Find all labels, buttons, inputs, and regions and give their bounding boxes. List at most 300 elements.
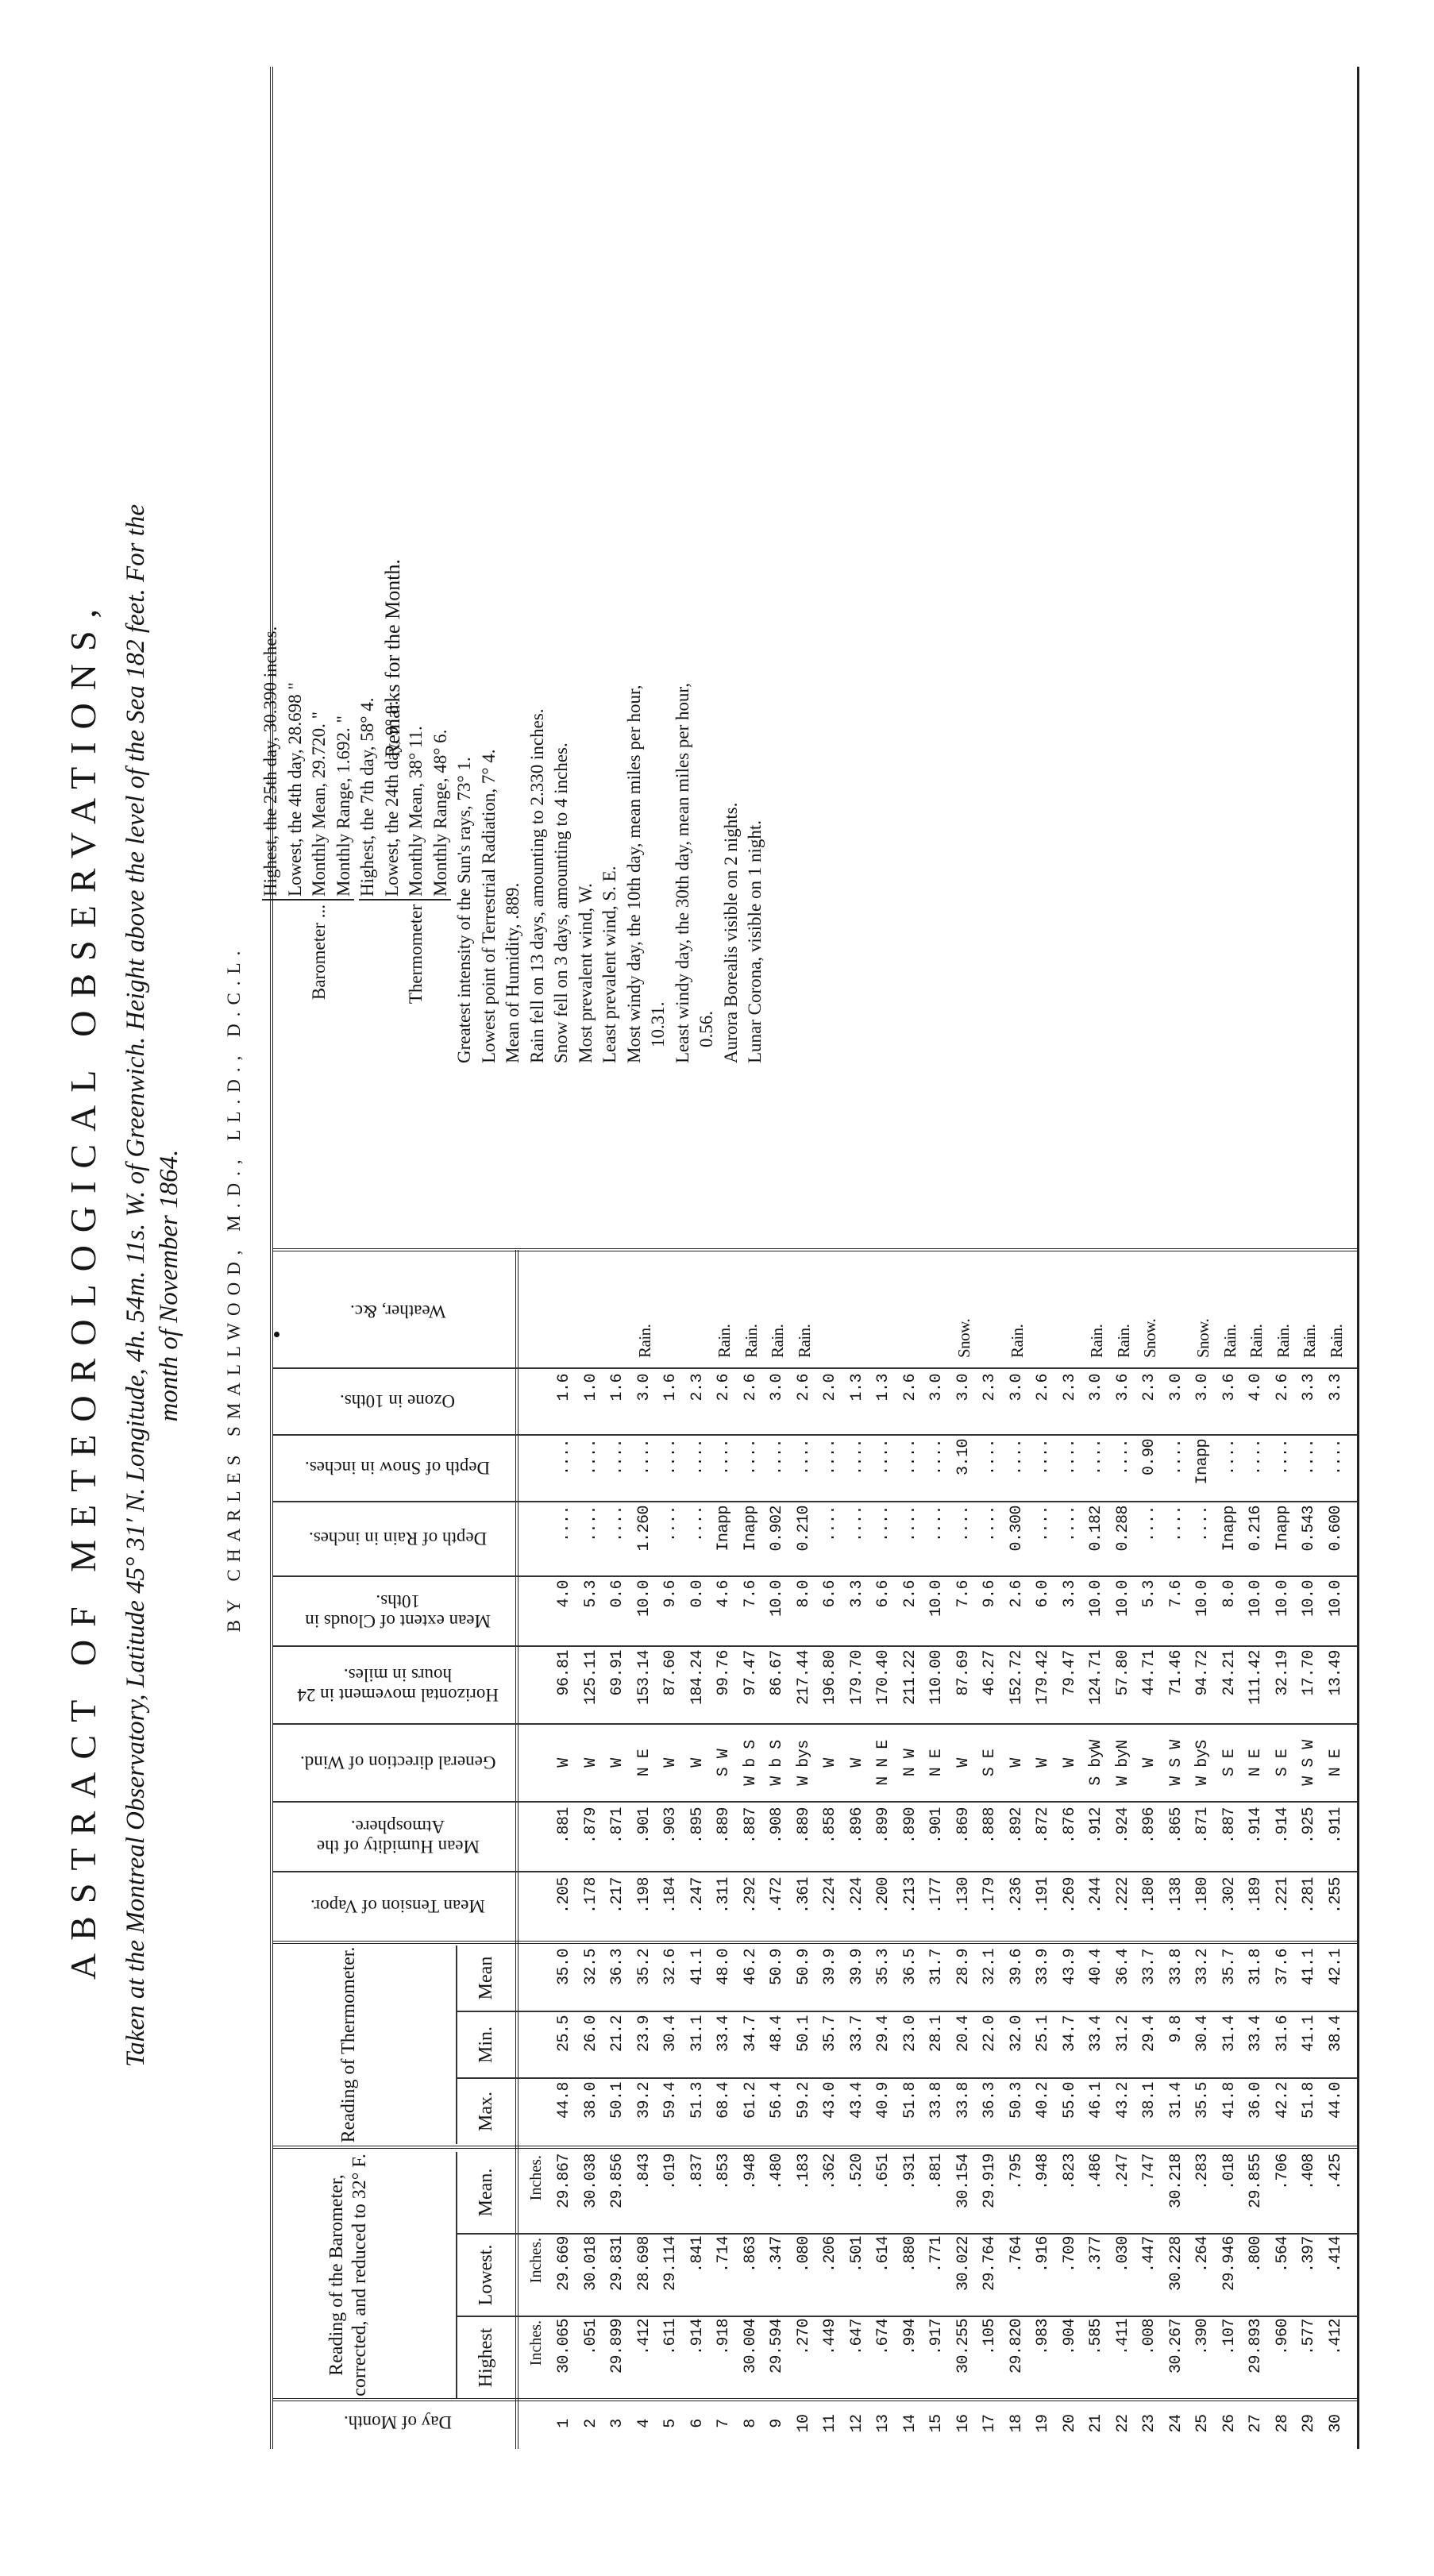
- table-row: [950, 1020, 977, 2449]
- humidity-cell: .925: [1300, 1807, 1318, 1845]
- day-cell: 11: [821, 2414, 839, 2433]
- th-mean-cell: 32.1: [981, 1949, 999, 1986]
- snow-cell: ....: [794, 1439, 813, 1476]
- th-min-cell: 23.9: [634, 2015, 653, 2053]
- table-row: [604, 1020, 631, 2449]
- humidity-cell: .888: [981, 1807, 999, 1845]
- table-row: [870, 1020, 897, 2449]
- snow-cell: ....: [741, 1439, 760, 1476]
- header-th-max: Max.: [475, 2092, 496, 2131]
- bar-mean-cell: .948: [1034, 2154, 1052, 2191]
- rain-cell: ....: [555, 1506, 573, 1543]
- tension-cell: .130: [954, 1877, 973, 1915]
- day-cell: 2: [581, 2419, 600, 2428]
- bar-mean-cell: .520: [847, 2154, 866, 2191]
- weather-cell: Rain.: [1220, 1324, 1239, 1358]
- bar-highest-cell: .412: [1326, 2319, 1345, 2356]
- humidity-cell: .896: [847, 1807, 866, 1845]
- tension-cell: .179: [981, 1877, 999, 1915]
- rain-cell: ....: [900, 1506, 919, 1543]
- header-bar-highest: Highest: [475, 2327, 496, 2388]
- th-mean-cell: 36.3: [608, 1949, 626, 1986]
- clouds-cell: 6.0: [1034, 1580, 1052, 1608]
- th-min-cell: 32.0: [1007, 2015, 1026, 2053]
- day-cell: 1: [555, 2419, 573, 2428]
- bar-highest-cell: .918: [715, 2319, 733, 2356]
- tension-cell: .224: [821, 1877, 839, 1915]
- ozone-cell: 1.6: [555, 1374, 573, 1402]
- th-min-cell: 31.6: [1273, 2015, 1292, 2053]
- wind-direction-cell: N E: [634, 1749, 653, 1777]
- tension-cell: .224: [847, 1877, 866, 1915]
- rain-cell: ....: [688, 1506, 707, 1543]
- bar-mean-cell: .362: [821, 2154, 839, 2191]
- clouds-cell: 10.0: [1087, 1580, 1105, 1618]
- clouds-cell: 10.0: [634, 1580, 653, 1618]
- unit-bar-lowest: Inches.: [527, 2238, 545, 2284]
- th-min-cell: 31.4: [1220, 2015, 1239, 2053]
- bar-mean-cell: .486: [1087, 2154, 1105, 2191]
- table-row: [657, 1020, 684, 2449]
- snow-cell: ....: [1087, 1439, 1105, 1476]
- snow-cell: Inapp: [1193, 1439, 1212, 1485]
- day-cell: 16: [954, 2414, 973, 2433]
- bar-lowest-cell: .501: [847, 2236, 866, 2273]
- snow-cell: ....: [1166, 1439, 1185, 1476]
- tension-cell: .236: [1007, 1877, 1026, 1915]
- bar-highest-cell: .411: [1113, 2319, 1132, 2356]
- weather-cell: Snow.: [1140, 1318, 1159, 1358]
- bar-mean-cell: .018: [1220, 2154, 1239, 2191]
- weather-cell: Snow.: [1193, 1318, 1212, 1358]
- th-mean-cell: 50.9: [794, 1949, 813, 1986]
- table-row: [1270, 1020, 1297, 2449]
- snow-cell: ....: [900, 1439, 919, 1476]
- unit-bar-highest: Inches.: [527, 2320, 545, 2366]
- tension-cell: .138: [1166, 1877, 1185, 1915]
- th-mean-cell: 31.7: [927, 1949, 946, 1986]
- wind-movement-cell: 217.44: [794, 1650, 813, 1706]
- ozone-cell: 3.3: [1326, 1374, 1345, 1402]
- bar-lowest-cell: .714: [715, 2236, 733, 2273]
- rain-cell: ....: [954, 1506, 973, 1543]
- wind-direction-cell: S E: [981, 1749, 999, 1777]
- header-thermometer-group: Reading of Thermometer.: [337, 1946, 359, 2143]
- bar-mean-cell: .881: [927, 2154, 946, 2191]
- wind-direction-cell: S W: [715, 1749, 733, 1777]
- wind-direction-cell: N W: [900, 1749, 919, 1777]
- tension-cell: .191: [1034, 1877, 1052, 1915]
- th-max-cell: 39.2: [634, 2082, 653, 2119]
- th-min-cell: 31.2: [1113, 2015, 1132, 2053]
- th-max-cell: 61.2: [741, 2082, 760, 2119]
- th-mean-cell: 33.9: [1034, 1949, 1052, 1986]
- wind-movement-cell: 125.11: [581, 1650, 600, 1706]
- header-weather: Weather, &c.: [349, 1301, 446, 1322]
- bar-highest-cell: .270: [794, 2319, 813, 2356]
- th-mean-cell: 35.2: [634, 1949, 653, 1986]
- snow-cell: ....: [661, 1439, 680, 1476]
- th-max-cell: 55.0: [1060, 2082, 1079, 2119]
- bar-lowest-cell: .800: [1247, 2236, 1265, 2273]
- remarks-line: Lowest, the 4th day, 28.698 ": [284, 682, 305, 897]
- weather-cell: Rain.: [794, 1324, 814, 1358]
- clouds-cell: 4.0: [555, 1580, 573, 1608]
- day-cell: 9: [768, 2419, 786, 2428]
- ozone-cell: 2.6: [1273, 1374, 1292, 1402]
- remarks-line: 0.56.: [696, 1011, 716, 1047]
- rain-cell: ....: [581, 1506, 600, 1543]
- snow-cell: ....: [927, 1439, 946, 1476]
- wind-movement-cell: 32.19: [1273, 1650, 1292, 1696]
- ozone-cell: 3.6: [1113, 1374, 1132, 1402]
- th-mean-cell: 36.5: [900, 1949, 919, 1986]
- ozone-cell: 2.3: [688, 1374, 707, 1402]
- tension-cell: .177: [927, 1877, 946, 1915]
- bar-lowest-cell: .030: [1113, 2236, 1132, 2273]
- th-min-cell: 38.4: [1326, 2015, 1345, 2053]
- wind-movement-cell: 184.24: [688, 1650, 707, 1706]
- bar-highest-cell: .994: [900, 2319, 919, 2356]
- th-min-cell: 48.4: [768, 2015, 786, 2053]
- day-cell: 27: [1247, 2414, 1265, 2433]
- unit-bar-mean: Inches.: [527, 2155, 545, 2201]
- rain-cell: ....: [1166, 1506, 1185, 1543]
- day-cell: 6: [688, 2419, 707, 2428]
- clouds-cell: 7.6: [954, 1580, 973, 1608]
- snow-cell: ....: [1113, 1439, 1132, 1476]
- clouds-cell: 10.0: [1273, 1580, 1292, 1618]
- rain-cell: ....: [847, 1506, 866, 1543]
- clouds-cell: 2.6: [900, 1580, 919, 1608]
- humidity-cell: .869: [954, 1807, 973, 1845]
- bar-mean-cell: .247: [1113, 2154, 1132, 2191]
- wind-movement-cell: 13.49: [1326, 1650, 1345, 1696]
- remarks-line: Snow fell on 3 days, amounting to 4 inches.: [551, 742, 571, 1063]
- th-max-cell: 40.9: [874, 2082, 892, 2119]
- wind-direction-cell: W: [954, 1758, 973, 1768]
- ozone-cell: 3.0: [927, 1374, 946, 1402]
- bar-highest-cell: .449: [821, 2319, 839, 2356]
- table-row: [764, 1020, 791, 2449]
- ozone-cell: 2.6: [794, 1374, 813, 1402]
- clouds-cell: 7.6: [741, 1580, 760, 1608]
- thermometer-subrule: [456, 1945, 457, 2144]
- ozone-cell: 3.0: [634, 1374, 653, 1402]
- ditto-mark: ": [309, 711, 329, 719]
- rain-cell: 0.300: [1007, 1506, 1026, 1552]
- remarks-line: Highest, the 25th day, 30.390 inches.: [260, 626, 280, 897]
- day-cell: 14: [900, 2414, 919, 2433]
- tension-cell: .311: [715, 1877, 733, 1915]
- ozone-cell: 2.6: [900, 1374, 919, 1402]
- bar-mean-cell: 30.154: [954, 2154, 973, 2209]
- humidity-cell: .903: [661, 1807, 680, 1845]
- th-min-cell: 26.0: [581, 2015, 600, 2053]
- thermometer-label: Thermometer: [406, 904, 426, 1005]
- wind-direction-cell: W: [1007, 1758, 1026, 1768]
- wind-direction-cell: S byW: [1087, 1740, 1105, 1786]
- snow-cell: ....: [715, 1439, 733, 1476]
- bar-highest-cell: .983: [1034, 2319, 1052, 2356]
- bar-lowest-cell: 29.764: [981, 2236, 999, 2292]
- wind-direction-cell: W S W: [1300, 1740, 1318, 1786]
- clouds-cell: 6.6: [821, 1580, 839, 1608]
- ozone-cell: 1.0: [581, 1374, 600, 1402]
- clouds-cell: 9.6: [981, 1580, 999, 1608]
- th-min-cell: 29.4: [1140, 2015, 1158, 2053]
- rain-cell: ....: [661, 1506, 680, 1543]
- ozone-cell: 3.0: [1193, 1374, 1212, 1402]
- ozone-cell: 1.6: [661, 1374, 680, 1402]
- weather-cell: Rain.: [634, 1324, 654, 1358]
- rain-cell: 0.210: [794, 1506, 813, 1552]
- table-row: [817, 1020, 844, 2449]
- wind-movement-cell: 44.71: [1140, 1650, 1158, 1696]
- weather-cell: Rain.: [715, 1324, 734, 1358]
- bar-lowest-cell: 29.114: [661, 2236, 680, 2292]
- bar-mean-cell: 30.038: [581, 2154, 600, 2209]
- bar-mean-cell: .853: [715, 2154, 733, 2191]
- bar-mean-cell: .283: [1193, 2154, 1212, 2191]
- bar-lowest-cell: .764: [1007, 2236, 1026, 2273]
- wind-movement-cell: 69.91: [608, 1650, 626, 1696]
- wind-movement-cell: 170.40: [874, 1650, 892, 1706]
- snow-cell: ....: [1060, 1439, 1079, 1476]
- clouds-cell: 10.0: [1300, 1580, 1318, 1618]
- bar-mean-cell: .795: [1007, 2154, 1026, 2191]
- header-bar-mean: Mean.: [475, 2168, 496, 2217]
- humidity-cell: .871: [608, 1807, 626, 1845]
- bar-highest-cell: .051: [581, 2319, 600, 2356]
- wind-movement-cell: 71.46: [1166, 1650, 1185, 1696]
- rain-cell: Inapp: [1273, 1506, 1292, 1552]
- th-max-cell: 43.4: [847, 2082, 866, 2119]
- rain-cell: 0.543: [1300, 1506, 1318, 1552]
- th-mean-cell: 33.2: [1193, 1949, 1212, 1986]
- wind-direction-cell: W: [1034, 1758, 1052, 1768]
- ozone-cell: 3.6: [1220, 1374, 1239, 1402]
- th-min-cell: 33.4: [1087, 2015, 1105, 2053]
- ozone-cell: 3.0: [1166, 1374, 1185, 1402]
- day-cell: 17: [981, 2414, 999, 2433]
- bar-lowest-cell: .614: [874, 2236, 892, 2273]
- th-mean-cell: 31.8: [1247, 1949, 1265, 1986]
- humidity-cell: .892: [1007, 1807, 1026, 1845]
- rain-cell: Inapp: [715, 1506, 733, 1552]
- th-max-cell: 44.8: [555, 2082, 573, 2119]
- snow-cell: ....: [555, 1439, 573, 1476]
- humidity-cell: .914: [1247, 1807, 1265, 1845]
- th-max-cell: 51.8: [1300, 2082, 1318, 2119]
- header-wind-direction: General direction of Wind.: [299, 1753, 496, 1773]
- snow-cell: ....: [688, 1439, 707, 1476]
- table-row: [844, 1020, 871, 2449]
- day-cell: 7: [715, 2419, 733, 2428]
- bar-lowest-cell: .347: [768, 2236, 786, 2273]
- rain-cell: 0.288: [1113, 1506, 1132, 1552]
- th-mean-cell: 32.5: [581, 1949, 600, 1986]
- table-row: [684, 1020, 711, 2449]
- th-min-cell: 20.4: [954, 2015, 973, 2053]
- wind-direction-cell: N E: [1247, 1749, 1265, 1777]
- tension-cell: .198: [634, 1877, 653, 1915]
- tension-cell: .244: [1087, 1877, 1105, 1915]
- ozone-cell: 2.6: [1034, 1374, 1052, 1402]
- day-cell: 3: [608, 2419, 626, 2428]
- bar-lowest-cell: .080: [794, 2236, 813, 2273]
- bar-highest-cell: .577: [1300, 2319, 1318, 2356]
- clouds-cell: 6.6: [874, 1580, 892, 1608]
- wind-movement-cell: 179.70: [847, 1650, 866, 1706]
- th-max-cell: 59.4: [661, 2082, 680, 2119]
- th-mean-cell: 48.0: [715, 1949, 733, 1986]
- humidity-cell: .899: [874, 1807, 892, 1845]
- wind-movement-cell: 17.70: [1300, 1650, 1318, 1696]
- th-mean-cell: 43.9: [1060, 1949, 1079, 1986]
- weather-cell: Rain.: [1273, 1324, 1293, 1358]
- th-max-cell: 50.1: [608, 2082, 626, 2119]
- ozone-cell: 2.3: [1060, 1374, 1079, 1402]
- remarks-panel: [259, 222, 768, 1063]
- tension-cell: .178: [581, 1877, 600, 1915]
- ozone-cell: 3.0: [768, 1374, 786, 1402]
- clouds-cell: 7.6: [1166, 1580, 1185, 1608]
- ditto-mark: ": [333, 715, 353, 723]
- humidity-cell: .901: [927, 1807, 946, 1845]
- day-cell: 26: [1220, 2414, 1239, 2433]
- table-row: [1323, 1020, 1350, 2449]
- bar-highest-cell: .647: [847, 2319, 866, 2356]
- th-mean-cell: 33.7: [1140, 1949, 1158, 1986]
- bar-mean-cell: 29.919: [981, 2154, 999, 2209]
- thermometer-brace: [359, 894, 451, 900]
- day-cell: 5: [661, 2419, 680, 2428]
- snow-cell: ....: [608, 1439, 626, 1476]
- wind-direction-cell: W b S: [741, 1740, 760, 1786]
- bar-highest-cell: 29.820: [1007, 2319, 1026, 2374]
- humidity-cell: .881: [555, 1807, 573, 1845]
- bar-lowest-cell: .264: [1193, 2236, 1212, 2273]
- th-max-cell: 40.2: [1034, 2082, 1052, 2119]
- rain-cell: ....: [608, 1506, 626, 1543]
- clouds-cell: 3.3: [847, 1580, 866, 1608]
- table-row: [1004, 1020, 1031, 2449]
- tension-cell: .472: [768, 1877, 786, 1915]
- table-row: [1083, 1020, 1110, 2449]
- bar-lowest-cell: 29.831: [608, 2236, 626, 2292]
- th-mean-cell: 28.9: [954, 1949, 973, 1986]
- bar-highest-cell: .008: [1140, 2319, 1158, 2356]
- weather-cell: Rain.: [1087, 1324, 1106, 1358]
- wind-movement-cell: 79.47: [1060, 1650, 1079, 1696]
- th-min-cell: 33.4: [715, 2015, 733, 2053]
- wind-direction-cell: W: [555, 1758, 573, 1768]
- wind-direction-cell: W: [1140, 1758, 1158, 1768]
- table-row: [711, 1020, 738, 2449]
- wind-movement-cell: 57.80: [1113, 1650, 1132, 1696]
- th-min-cell: 35.7: [821, 2015, 839, 2053]
- ozone-cell: 1.3: [847, 1374, 866, 1402]
- tension-cell: .269: [1060, 1877, 1079, 1915]
- weather-cell: Rain.: [768, 1324, 787, 1358]
- bar-lowest-cell: .414: [1326, 2236, 1345, 2273]
- remarks-line: Aurora Borealis visible on 2 nights.: [720, 802, 741, 1063]
- wind-movement-cell: 99.76: [715, 1650, 733, 1696]
- snow-cell: ....: [1007, 1439, 1026, 1476]
- tension-cell: .180: [1193, 1877, 1212, 1915]
- clouds-cell: 5.3: [1140, 1580, 1158, 1608]
- th-min-cell: 34.7: [741, 2015, 760, 2053]
- table-row: [631, 1020, 658, 2449]
- th-min-cell: 33.7: [847, 2015, 866, 2053]
- bar-mean-cell: .747: [1140, 2154, 1158, 2191]
- th-min-cell: 23.0: [900, 2015, 919, 2053]
- tension-cell: .180: [1140, 1877, 1158, 1915]
- th-max-cell: 59.2: [794, 2082, 813, 2119]
- header-clouds: Mean extent of Clouds in 10ths.: [305, 1591, 491, 1631]
- bar-highest-cell: .412: [634, 2319, 653, 2356]
- day-cell: 25: [1193, 2414, 1212, 2433]
- day-cell: 18: [1007, 2414, 1026, 2433]
- bar-lowest-cell: 30.022: [954, 2236, 973, 2292]
- ozone-cell: 3.0: [1087, 1374, 1105, 1402]
- humidity-cell: .858: [821, 1807, 839, 1845]
- ozone-cell: 3.0: [954, 1374, 973, 1402]
- document-subtitle: [119, 114, 186, 2457]
- header-humidity: Mean Humidity of the Atmosphere.: [316, 1817, 480, 1857]
- tension-cell: .361: [794, 1877, 813, 1915]
- bar-lowest-cell: .863: [741, 2236, 760, 2273]
- humidity-cell: .887: [741, 1807, 760, 1845]
- th-mean-cell: 50.9: [768, 1949, 786, 1986]
- tension-cell: .222: [1113, 1877, 1132, 1915]
- th-mean-cell: 35.3: [874, 1949, 892, 1986]
- bar-lowest-cell: .397: [1300, 2236, 1318, 2273]
- bar-mean-cell: .651: [874, 2154, 892, 2191]
- day-cell: 8: [741, 2419, 760, 2428]
- wind-movement-cell: 97.47: [741, 1650, 760, 1696]
- header-day: Day of Month.: [343, 2412, 453, 2433]
- remarks-line: Rain fell on 13 days, amounting to 2.330 inches.: [526, 708, 547, 1063]
- bar-lowest-cell: .709: [1060, 2236, 1079, 2273]
- bar-mean-cell: 30.218: [1166, 2154, 1185, 2209]
- bar-lowest-cell: .880: [900, 2236, 919, 2273]
- th-min-cell: 29.4: [874, 2015, 892, 2053]
- wind-movement-cell: 87.60: [661, 1650, 680, 1696]
- bar-highest-cell: .674: [874, 2319, 892, 2356]
- humidity-cell: .924: [1113, 1807, 1132, 1845]
- wind-movement-cell: 196.80: [821, 1650, 839, 1706]
- bar-mean-cell: .843: [634, 2154, 653, 2191]
- rain-cell: 1.260: [634, 1506, 653, 1552]
- snow-cell: ....: [1273, 1439, 1292, 1476]
- th-mean-cell: 36.4: [1113, 1949, 1132, 1986]
- th-max-cell: 43.2: [1113, 2082, 1132, 2119]
- snow-cell: ....: [1034, 1439, 1052, 1476]
- header-th-min: Min.: [475, 2026, 496, 2064]
- day-cell: 24: [1166, 2414, 1185, 2433]
- ozone-cell: 4.0: [1247, 1374, 1265, 1402]
- bar-highest-cell: .105: [981, 2319, 999, 2356]
- snow-cell: ....: [768, 1439, 786, 1476]
- th-max-cell: 51.8: [900, 2082, 919, 2119]
- wind-movement-cell: 179.42: [1034, 1650, 1052, 1706]
- ditto-mark: ": [284, 682, 305, 690]
- clouds-cell: 5.3: [581, 1580, 600, 1608]
- weather-cell: Rain.: [1326, 1324, 1346, 1358]
- tension-cell: .255: [1326, 1877, 1345, 1915]
